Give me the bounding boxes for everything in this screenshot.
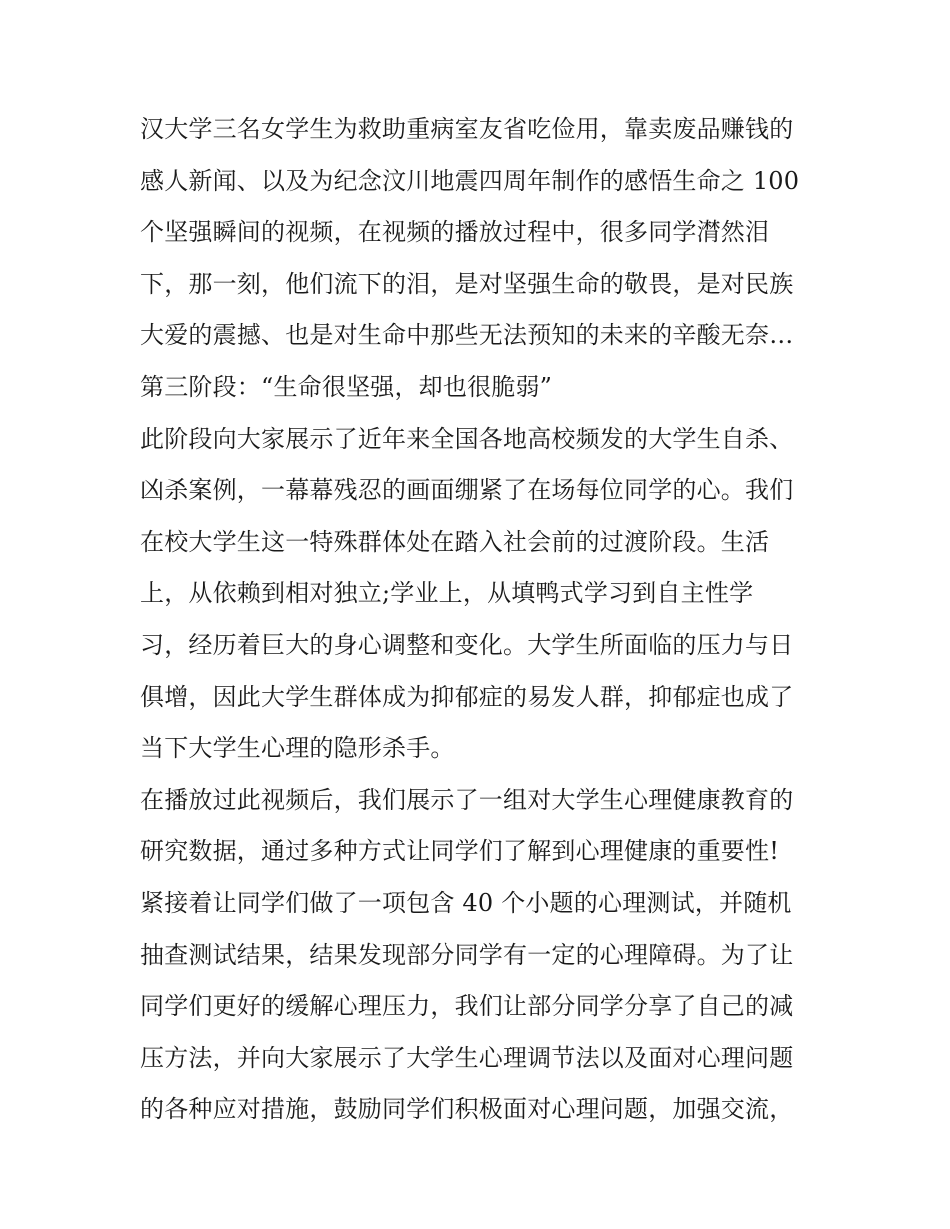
text-line: 在播放过此视频后，我们展示了一组对大学生心理健康教育的 [140, 785, 794, 814]
text-line: 个坚强瞬间的视频，在视频的播放过程中，很多同学潸然泪 [140, 218, 770, 247]
text-line: 凶杀案例，一幕幕残忍的画面绷紧了在场每位同学的心。我们 [140, 476, 794, 505]
text-line: 研究数据，通过多种方式让同学们了解到心理健康的重要性! [140, 837, 780, 866]
section-heading: 第三阶段：“生命很坚强，却也很脆弱” [140, 372, 553, 401]
text-line: 上，从依赖到相对独立;学业上，从填鸭式学习到自主性学 [140, 579, 754, 608]
text-line: 在校大学生这一特殊群体处在踏入社会前的过渡阶段。生活 [140, 527, 770, 556]
text-line: 的各种应对措施，鼓励同学们积极面对心理问题，加强交流， [140, 1095, 794, 1124]
text-line: 紧接着让同学们做了一项包含 40 个小题的心理测试，并随机 [140, 888, 792, 917]
text-line: 抽查测试结果，结果发现部分同学有一定的心理障碍。为了让 [140, 940, 794, 969]
text-line: 汉大学三名女学生为救助重病室友省吃俭用，靠卖废品赚钱的 [140, 115, 794, 143]
document-body [140, 104, 820, 1136]
text-line: 习，经历着巨大的身心调整和变化。大学生所面临的压力与日 [140, 630, 794, 659]
text-line: 下，那一刻，他们流下的泪，是对坚强生命的敬畏，是对民族 [140, 269, 794, 298]
text-line: 俱增，因此大学生群体成为抑郁症的易发人群，抑郁症也成了 [140, 682, 794, 711]
text-line: 当下大学生心理的隐形杀手。 [140, 734, 455, 763]
text-line: 压方法，并向大家展示了大学生心理调节法以及面对心理问题 [140, 1043, 794, 1072]
text-line: 大爱的震撼、也是对生命中那些无法预知的未来的辛酸无奈… [140, 321, 794, 350]
text-line: 同学们更好的缓解心理压力，我们让部分同学分享了自己的减 [140, 992, 794, 1021]
text-line: 感人新闻、以及为纪念汶川地震四周年制作的感悟生命之 100 [140, 166, 800, 195]
text-line: 此阶段向大家展示了近年来全国各地高校频发的大学生自杀、 [140, 424, 794, 453]
